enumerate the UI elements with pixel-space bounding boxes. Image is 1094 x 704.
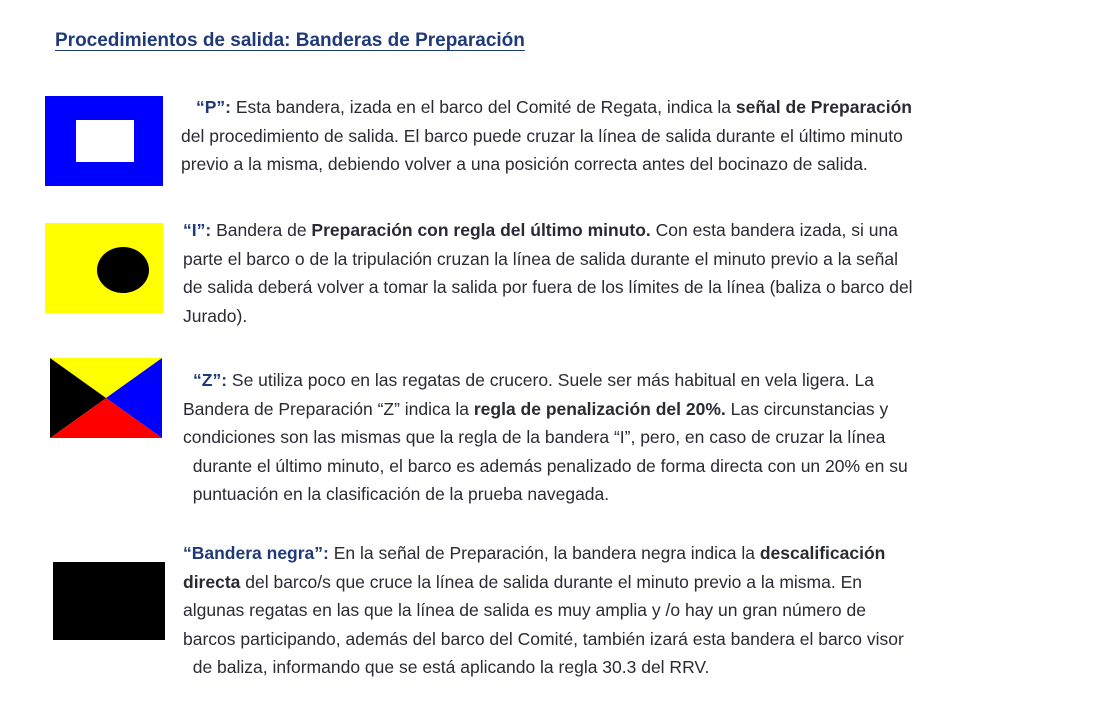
flag-label: “P”:: [196, 97, 231, 117]
flag-z-description: “Z”: Se utiliza poco en las regatas de crucero. Suele ser más habitual en vela ligera. La Bandera de Preparación “Z” indica la regla de penalización del 20%. Las circunstancias y condiciones son las mismas que la regla de la bandera “I”, pero, en caso de cruzar la línea durante el último minuto, el barco es además penalizado de forma directa con un 20% en su puntuación en la clasificación de la prueba navegada.: [183, 370, 908, 504]
page-title: Procedimientos de salida: Banderas de Preparación: [55, 30, 525, 51]
flag-z-icon: [50, 358, 162, 438]
flag-black-icon: [53, 562, 165, 640]
flag-label: “Z”:: [193, 370, 228, 390]
flag-i-icon: [45, 223, 163, 313]
flag-p-description: “P”: Esta bandera, izada en el barco del Comité de Regata, indica la señal de Preparación del procedimiento de salida. El barco puede cruzar la línea de salida durante el último minuto previo a la misma, debiendo volver a una posición correcta antes del bocinazo de salida.: [181, 97, 912, 174]
flag-p-icon: [45, 96, 163, 186]
flag-label: “Bandera negra”:: [183, 543, 329, 563]
flag-i-description: “I”: Bandera de Preparación con regla del último minuto. Con esta bandera izada, si una parte el barco o de la tripulación cruzan la línea de salida durante el minuto previo a la señal de salida deberá volver a tomar la salida por fuera de los límites de la línea (baliza o barco del Jurado).: [183, 220, 913, 326]
flag-label: “I”:: [183, 220, 212, 240]
flag-black-description: “Bandera negra”: En la señal de Preparación, la bandera negra indica la descalificación directa del barco/s que cruce la línea de salida durante el minuto previo a la misma. En algunas regatas en las que la línea de salida es muy amplia y /o hay un gran número de barcos participando, además del barco del Comité, también izará esta bandera el barco visor de baliza, informando que se está aplicando la regla 30.3 del RRV.: [183, 543, 904, 677]
